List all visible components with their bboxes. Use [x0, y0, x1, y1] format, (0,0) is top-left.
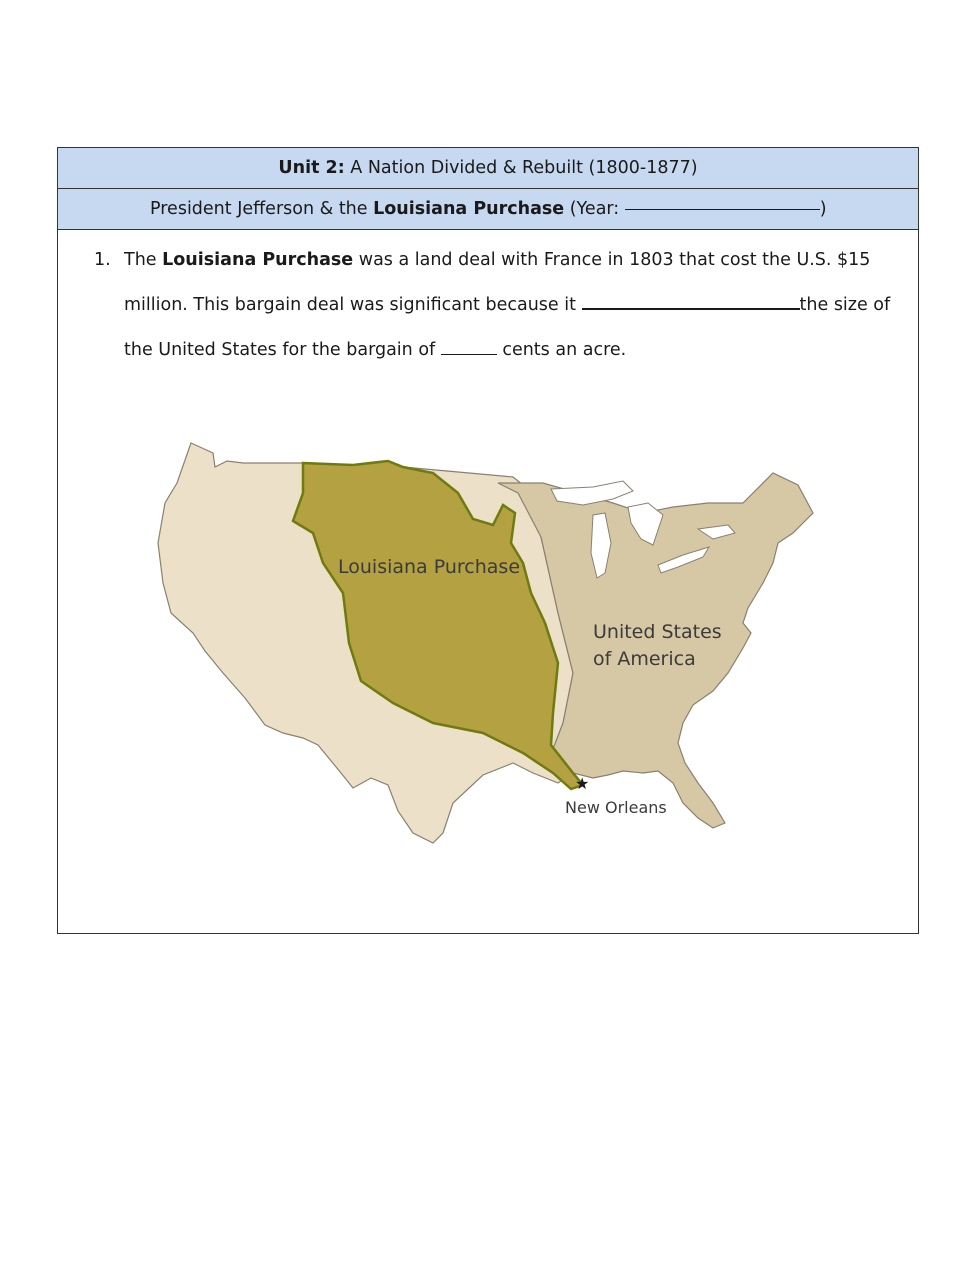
answer-blank-cents[interactable] [441, 354, 497, 355]
topic-text-prefix: President Jefferson & the [150, 199, 374, 219]
unit-label: Unit 2: A Nation Divided & Rebuilt (1800-1877) [278, 158, 698, 178]
year-blank[interactable] [625, 209, 820, 210]
answer-blank-size[interactable] [582, 308, 800, 310]
question-number: 1. [94, 250, 111, 270]
question-text: The Louisiana Purchase was a land deal with France in 1803 that cost the U.S. $15 million. This bargain deal was significant because it the size of the United States for the bargain of cents an acre. [124, 250, 891, 360]
topic-bold: Louisiana Purchase [373, 199, 565, 219]
label-usa-line1: United States [593, 621, 722, 643]
worksheet-table [57, 147, 919, 934]
topic-header [58, 189, 918, 230]
unit-header [58, 148, 918, 189]
question-1 [94, 238, 909, 373]
topic-year-suffix: ) [819, 199, 827, 219]
label-louisiana-purchase: Louisiana Purchase [338, 556, 521, 578]
label-new-orleans: New Orleans [565, 798, 667, 817]
label-usa-line2: of America [593, 648, 696, 670]
topic-year-prefix: (Year: [564, 199, 625, 219]
louisiana-purchase-map [153, 433, 823, 853]
new-orleans-star-icon: ★ [575, 774, 590, 793]
